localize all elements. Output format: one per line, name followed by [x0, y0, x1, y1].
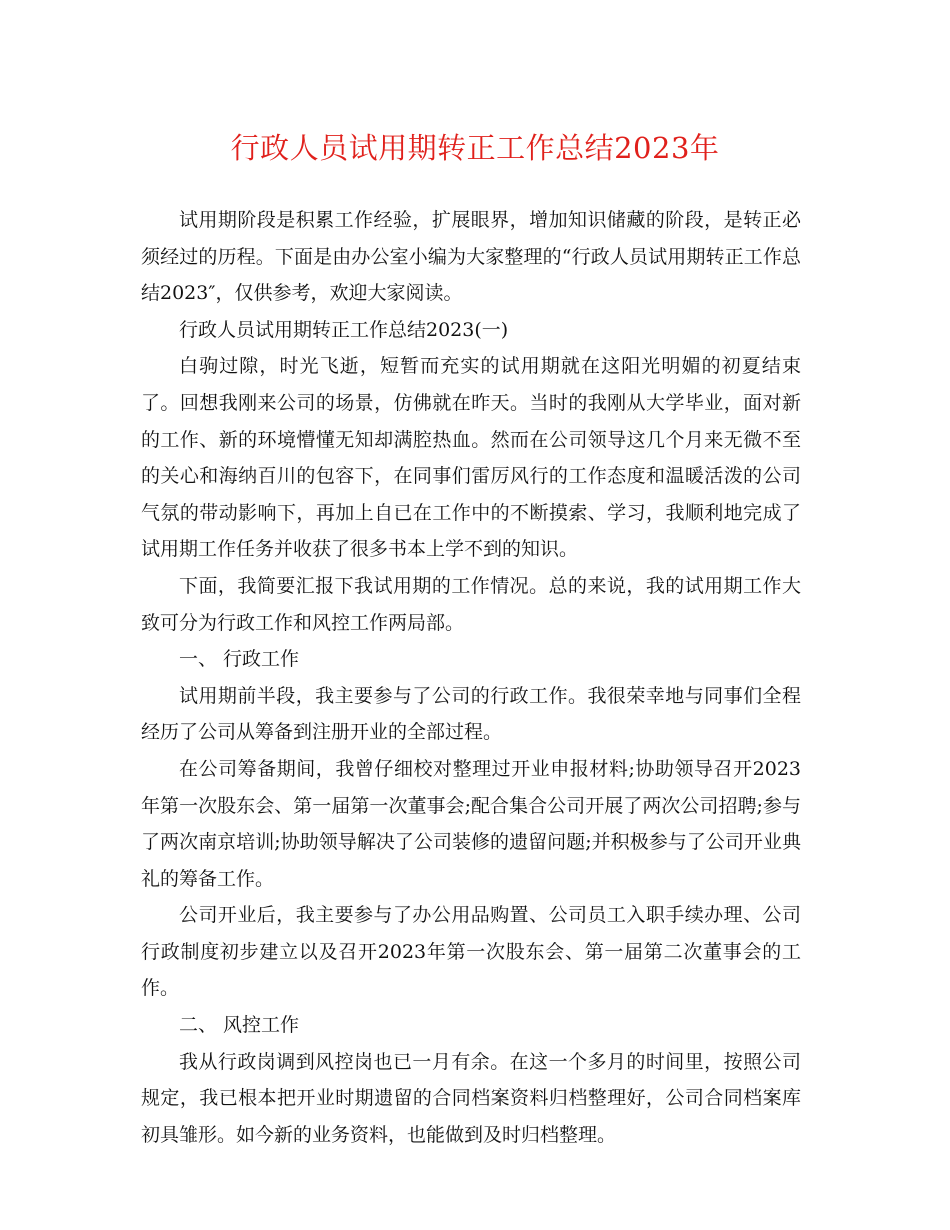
admin-work-paragraph-1: 试用期前半段，我主要参与了公司的行政工作。我很荣幸地与同事们全程经历了公司从筹备到注册开业的全部过程。	[141, 684, 801, 744]
section-title-part-one: 行政人员试用期转正工作总结2023(一)	[179, 318, 509, 341]
intro-paragraph: 试用期阶段是积累工作经验，扩展眼界，增加知识储藏的阶段，是转正必须经过的历程。下面是由办公室小编为大家整理的“行政人员试用期转正工作总结2023″，仅供参考，欢迎大家阅读。	[141, 209, 801, 305]
document-title: 行政人员试用期转正工作总结2023年	[230, 131, 720, 165]
heading-risk-control-work: 二、 风控工作	[179, 1014, 300, 1037]
opening-paragraph: 白驹过隙，时光飞逝，短暂而充实的试用期就在这阳光明媚的初夏结束了。回想我刚来公司的场景，仿佛就在昨天。当时的我刚从大学毕业，面对新的工作、新的环境懵懂无知却满腔热血。然而在公司领导这几个月来无微不至的关心和海纳百川的包容下，在同事们雷厉风行的工作态度和温暖活泼的公司气氛的带动影响下，再加上自已在工作中的不断摸索、学习，我顺利地完成了试用期工作任务并收获了很多书本上学不到的知识。	[141, 355, 801, 561]
overview-paragraph: 下面，我简要汇报下我试用期的工作情况。总的来说，我的试用期工作大致可分为行政工作和风控工作两局部。	[141, 574, 801, 634]
admin-work-paragraph-3: 公司开业后，我主要参与了办公用品购置、公司员工入职手续办理、公司行政制度初步建立以及召开2023年第一次股东会、第一届第二次董事会的工作。	[141, 904, 801, 1000]
heading-administrative-work: 一、 行政工作	[179, 648, 300, 671]
risk-control-paragraph: 我从行政岗调到风控岗也已一月有余。在这一个多月的时间里，按照公司规定，我已根本把开业时期遗留的合同档案资料归档整理好，公司合同档案库初具雏形。如今新的业务资料，也能做到及时归档整理。	[141, 1050, 801, 1146]
document-body	[141, 202, 801, 1153]
admin-work-paragraph-2: 在公司筹备期间，我曾仔细校对整理过开业申报材料;协助领导召开2023年第一次股东会、第一届第一次董事会;配合集合公司开展了两次公司招聘;参与了两次南京培训;协助领导解决了公司装修的遗留问题;并积极参与了公司开业典礼的筹备工作。	[141, 757, 801, 890]
